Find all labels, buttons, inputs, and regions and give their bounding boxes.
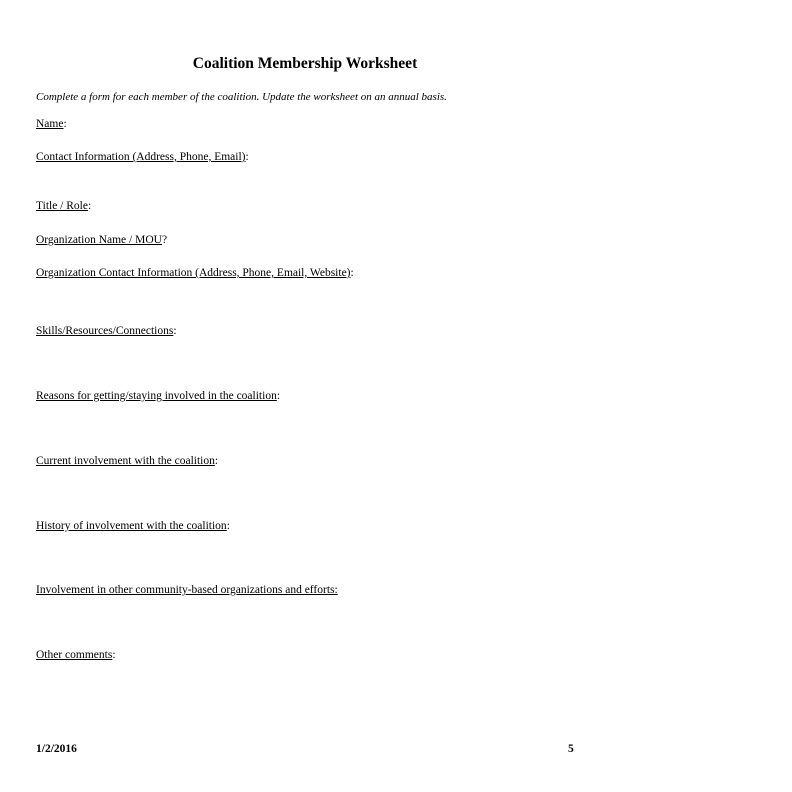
- field-organization-contact: [36, 267, 354, 279]
- field-label: Skills/Resources/Connections: [36, 325, 174, 337]
- field-suffix: :: [245, 151, 249, 163]
- field-other-comments: [36, 649, 116, 661]
- field-contact-information: [36, 151, 249, 163]
- footer-date: 1/2/2016: [36, 743, 77, 755]
- field-suffix: :: [63, 118, 67, 130]
- field-title-role: [36, 200, 91, 212]
- field-current-involvement: [36, 455, 218, 467]
- field-suffix: :: [226, 520, 230, 532]
- field-reasons-involved: [36, 390, 280, 402]
- field-label: Other comments: [36, 649, 113, 661]
- field-suffix: :: [112, 649, 116, 661]
- field-organization-name: [36, 234, 167, 246]
- field-label: Title / Role: [36, 200, 88, 212]
- field-label: Contact Information (Address, Phone, Email): [36, 151, 246, 163]
- page-title: Coalition Membership Worksheet: [192, 55, 418, 72]
- field-suffix: :: [87, 200, 92, 212]
- field-suffix: :: [214, 455, 219, 467]
- field-label: Organization Name / MOU: [36, 234, 162, 246]
- field-label: Organization Contact Information (Address, Phone, Email, Website): [36, 267, 351, 279]
- field-suffix: ?: [161, 234, 168, 246]
- instructions-text: Complete a form for each member of the coalition. Update the worksheet on an annual basis.: [36, 91, 447, 103]
- field-name: [36, 118, 67, 130]
- field-label: Involvement in other community-based organizations and efforts:: [36, 584, 338, 596]
- field-other-organizations: [36, 584, 338, 596]
- field-label: Name: [36, 118, 64, 130]
- field-suffix: :: [276, 390, 281, 402]
- field-label: History of involvement with the coalition: [36, 520, 227, 532]
- page-number: 5: [568, 743, 574, 755]
- field-skills-resources: [36, 325, 177, 337]
- field-label: Reasons for getting/staying involved in the coalition: [36, 390, 277, 402]
- field-suffix: :: [173, 325, 177, 337]
- field-label: Current involvement with the coalition: [36, 455, 215, 467]
- field-history-involvement: [36, 520, 230, 532]
- field-suffix: :: [350, 267, 354, 279]
